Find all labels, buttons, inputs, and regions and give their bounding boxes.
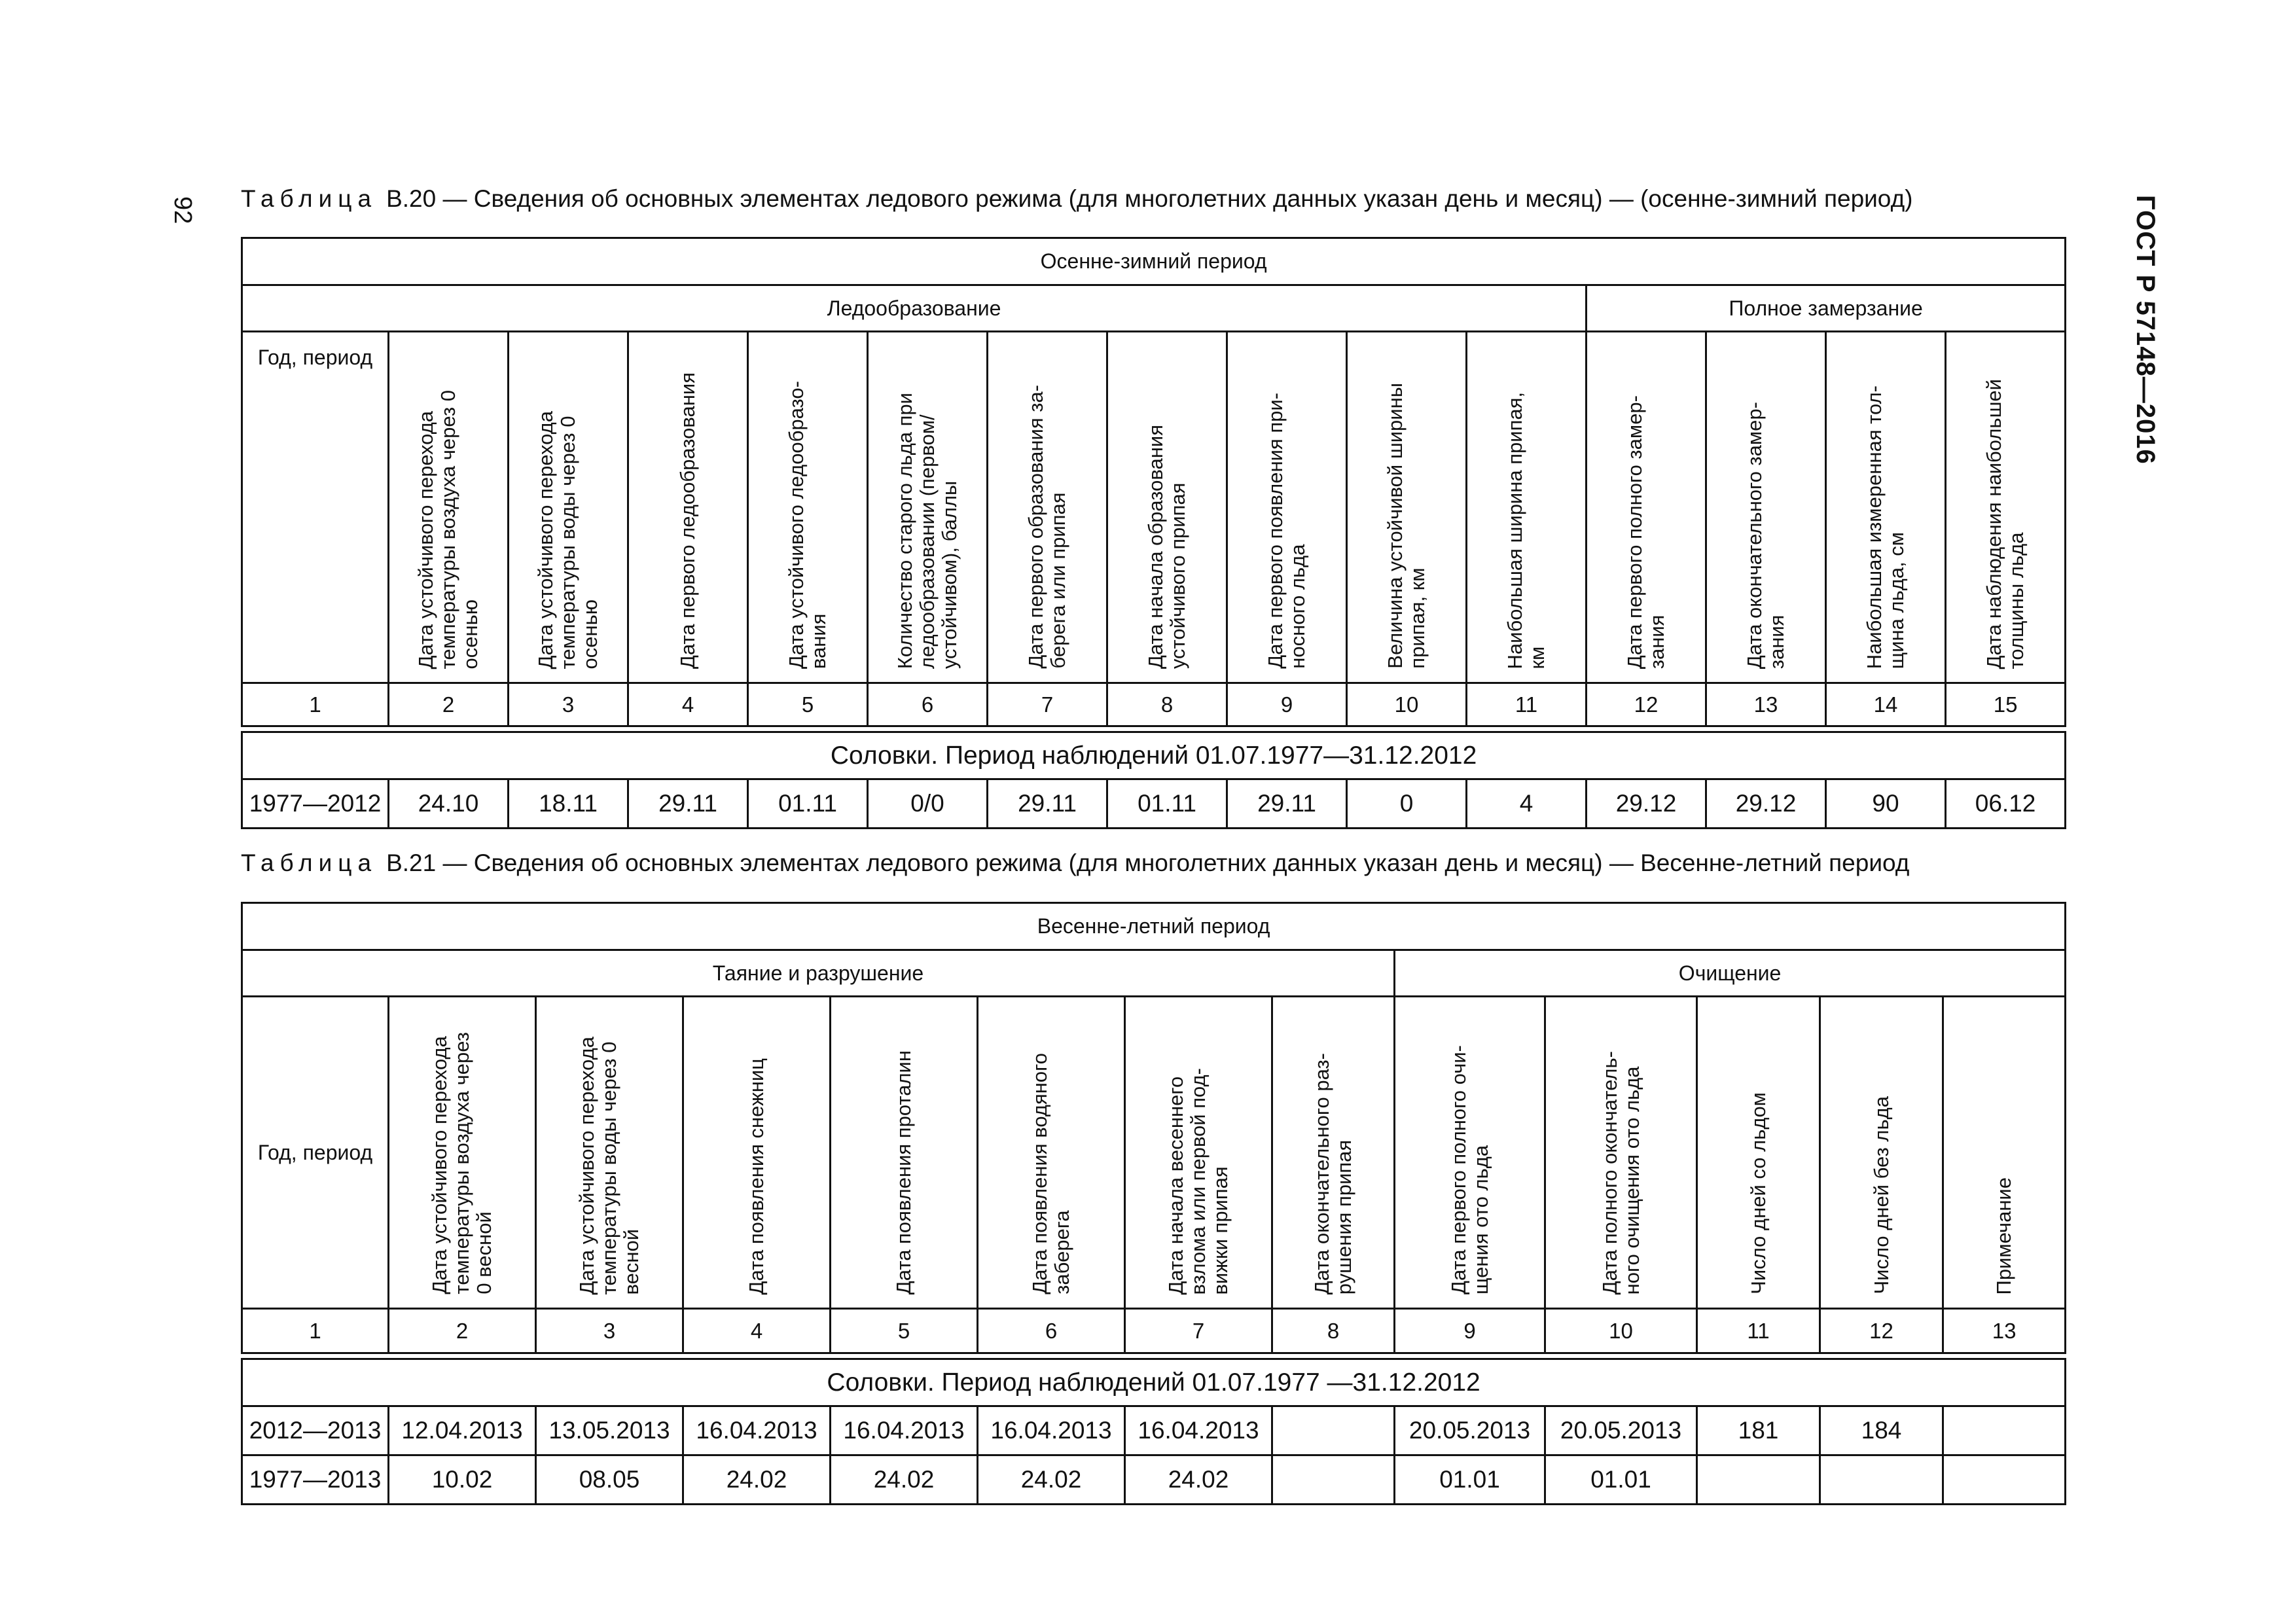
table20-col-number: 7 [988,683,1107,726]
table20-period-header: Осенне-зимний период [242,238,2066,285]
table20-cell: 29.11 [1227,779,1347,829]
table21-cell: 24.02 [978,1455,1125,1505]
table21-year-header: Год, период [242,997,389,1309]
table21-col-header: Дата первого полного очи- щения ото льда [1395,997,1545,1309]
table21-col-number: 7 [1125,1309,1272,1353]
table20-col-header: Дата устойчивого ледообразо- вания [748,332,868,683]
table20-column-headers [242,332,2066,683]
table20-caption [241,185,1913,213]
table20-cell: 4 [1467,779,1587,829]
table21-col-number: 11 [1697,1309,1820,1353]
table20-cell: 29.11 [988,779,1107,829]
table20-col-number: 2 [389,683,509,726]
table21-col-header: Число дней со льдом [1697,997,1820,1309]
table21-cell: 13.05.2013 [536,1406,683,1455]
table20-col-header: Количество старого льда при ледообразовании (первом/ устойчивом), баллы [868,332,988,683]
table20-col-number: 15 [1946,683,2066,726]
table20-col-header: Наибольшая измеренная тол- щина льда, см [1826,332,1946,683]
table21-cell: 20.05.2013 [1545,1406,1697,1455]
table20-col-number: 3 [509,683,628,726]
table21-caption [241,849,1909,877]
table21-col-header: Дата устойчивого перехода температуры воды через 0 весной [536,997,683,1309]
table20-col-header: Дата первого ледообразования [628,332,748,683]
table21-caption-prefix: Таблица [241,849,378,876]
page-number: 92 [169,196,196,224]
table21-col-header: Число дней без льда [1820,997,1943,1309]
table21-cell: 16.04.2013 [978,1406,1125,1455]
table21-col-number: 13 [1943,1309,2066,1353]
table21-cell: 01.01 [1395,1455,1545,1505]
table20-col-number: 1 [242,683,389,726]
table21-cell [1943,1406,2066,1455]
table20-col-number: 13 [1706,683,1826,726]
table21-col-number: 8 [1272,1309,1395,1353]
table20-cell: 29.12 [1587,779,1706,829]
table20-col-number: 8 [1107,683,1227,726]
table20-cell: 29.12 [1706,779,1826,829]
table21-col-header: Дата устойчивого перехода температуры воздуха через 0 весной [389,997,536,1309]
table20-col-header: Дата наблюдения наибольшей толщины льда [1946,332,2066,683]
table21-cell: 12.04.2013 [389,1406,536,1455]
table21-period-header: Весенне-летний период [242,903,2066,950]
table20-cell: 18.11 [509,779,628,829]
table-row [242,779,2066,829]
table21-cell [1820,1455,1943,1505]
table21-col-number: 1 [242,1309,389,1353]
table20-col-number: 6 [868,683,988,726]
table21-cell: 01.01 [1545,1455,1697,1505]
table21-cell: 24.02 [683,1455,831,1505]
table-divider [242,726,2066,732]
table21-cell: 24.02 [1125,1455,1272,1505]
table20-col-header: Дата первого образования за- берега или припая [988,332,1107,683]
table21-cell: 1977—2013 [242,1455,389,1505]
table-b21 [241,902,2066,1505]
table21-col-header: Примечание [1943,997,2066,1309]
table21-col-header: Дата полного окончатель- ного очищения ото льда [1545,997,1697,1309]
table20-group-ice-formation: Ледообразование [242,285,1587,332]
table-b20 [241,237,2066,829]
table21-cell: 16.04.2013 [683,1406,831,1455]
table20-col-number: 9 [1227,683,1347,726]
table20-col-header: Наибольшая ширина припая, км [1467,332,1587,683]
table21-caption-text: В.21 — Сведения об основных элементах ледового режима (для многолетних данных указан день и месяц) — Весенне-летний период [386,849,1910,876]
table20-col-number: 5 [748,683,868,726]
table21-col-number: 9 [1395,1309,1545,1353]
table21-col-header: Дата появления снежниц [683,997,831,1309]
table20-station-row: Соловки. Период наблюдений 01.07.1977—31.12.2012 [242,732,2066,779]
table20-col-header: Дата окончательного замер- зания [1706,332,1826,683]
table20-col-number: 11 [1467,683,1587,726]
table20-col-number: 14 [1826,683,1946,726]
table21-cell: 184 [1820,1406,1943,1455]
table20-col-header: Дата первого появления при- носного льда [1227,332,1347,683]
table20-cell: 90 [1826,779,1946,829]
table-row [242,1406,2066,1455]
table20-col-number: 10 [1347,683,1467,726]
table21-number-row [242,1309,2066,1353]
table20-col-header: Дата первого полного замер- зания [1587,332,1706,683]
table21-col-number: 2 [389,1309,536,1353]
table20-cell: 01.11 [748,779,868,829]
table20-caption-text: В.20 — Сведения об основных элементах ледового режима (для многолетних данных указан день и месяц) — (осенне-зимний период) [386,185,1913,212]
table20-cell: 01.11 [1107,779,1227,829]
table20-cell: 0/0 [868,779,988,829]
table20-col-header: Дата начала образования устойчивого припая [1107,332,1227,683]
table20-cell: 06.12 [1946,779,2066,829]
table21-cell: 10.02 [389,1455,536,1505]
table21-cell: 16.04.2013 [1125,1406,1272,1455]
table21-cell: 2012—2013 [242,1406,389,1455]
table21-cell [1272,1406,1395,1455]
table21-col-number: 12 [1820,1309,1943,1353]
table21-cell: 16.04.2013 [831,1406,978,1455]
table20-cell: 0 [1347,779,1467,829]
document-code: ГОСТ Р 57148—2016 [2131,195,2160,465]
table21-col-header: Дата появления водяного заберега [978,997,1125,1309]
table21-col-header: Дата окончательного раз- рушения припая [1272,997,1395,1309]
table20-col-number: 4 [628,683,748,726]
table21-col-number: 3 [536,1309,683,1353]
table20-col-header: Величина устойчивой ширины припая, км [1347,332,1467,683]
table21-col-header: Дата начала весеннего взлома или первой под- вижки припая [1125,997,1272,1309]
table-row [242,1455,2066,1505]
table21-cell: 08.05 [536,1455,683,1505]
table21-group-melting: Таяние и разрушение [242,950,1395,997]
table20-col-header: Дата устойчивого перехода температуры воздуха через 0 осенью [389,332,509,683]
table21-col-header: Дата появления проталин [831,997,978,1309]
table20-cell: 24.10 [389,779,509,829]
table21-cell: 181 [1697,1406,1820,1455]
table20-group-full-freeze: Полное замерзание [1587,285,2066,332]
table21-col-number: 4 [683,1309,831,1353]
table20-year-header: Год, период [242,332,389,683]
table21-station-row: Соловки. Период наблюдений 01.07.1977 —31.12.2012 [242,1359,2066,1406]
table21-cell [1697,1455,1820,1505]
table21-cell [1943,1455,2066,1505]
table-divider [242,1353,2066,1359]
table21-cell: 20.05.2013 [1395,1406,1545,1455]
table21-col-number: 5 [831,1309,978,1353]
table20-cell: 1977—2012 [242,779,389,829]
table20-col-number: 12 [1587,683,1706,726]
table21-col-number: 6 [978,1309,1125,1353]
table21-col-number: 10 [1545,1309,1697,1353]
table21-cell [1272,1455,1395,1505]
table21-cell: 24.02 [831,1455,978,1505]
table21-group-clearing: Очищение [1395,950,2066,997]
table20-caption-prefix: Таблица [241,185,378,212]
table21-column-headers [242,997,2066,1309]
table20-cell: 29.11 [628,779,748,829]
table20-number-row [242,683,2066,726]
table20-col-header: Дата устойчивого перехода температуры воды через 0 осенью [509,332,628,683]
